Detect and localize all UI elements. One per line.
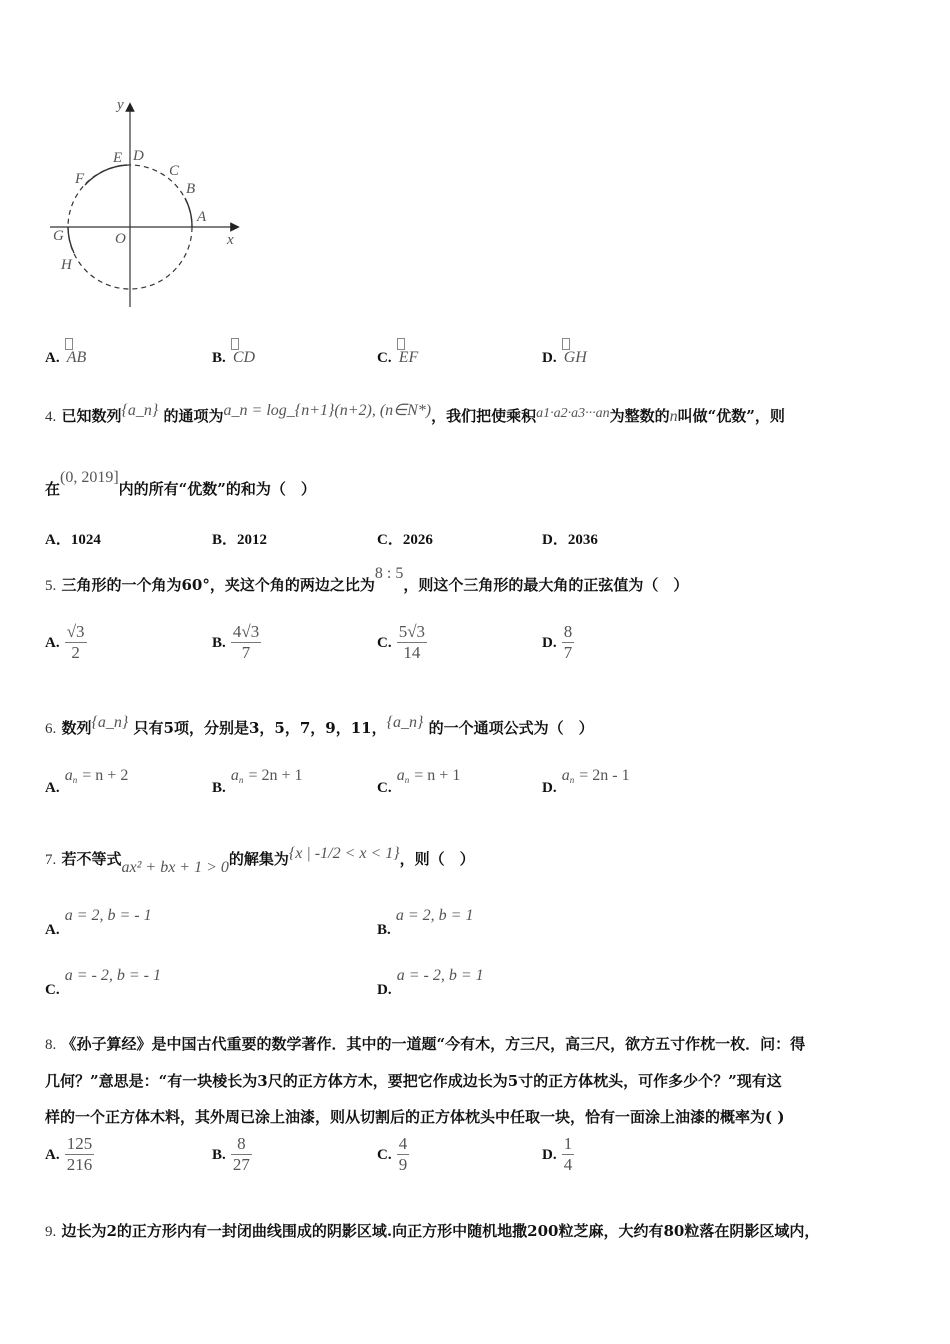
- axis-label-x: x: [227, 232, 234, 248]
- origin-label: O: [115, 231, 126, 247]
- question-8: [45, 1026, 805, 1135]
- fraction: $\frac{5√3}{14}$: [398, 622, 426, 662]
- q5-option-a[interactable]: A. $\frac{√3}{2}$: [45, 622, 85, 662]
- q4-option-c[interactable]: C．2026: [377, 532, 433, 548]
- fraction: $\frac{125}{216}$: [66, 1134, 93, 1174]
- arc-icon: [397, 338, 405, 350]
- fraction: $\frac{√3}{2}$: [66, 622, 85, 662]
- ratio: 8 : 5: [374, 565, 404, 582]
- q6-option-d[interactable]: D. $a_n = 2n - 1$: [542, 767, 630, 796]
- point-A: A: [197, 209, 207, 225]
- q7-option-d[interactable]: D. a = - 2, b = 1: [377, 967, 484, 998]
- product-formula: a1·a2·a3···an: [536, 406, 610, 421]
- question-5: 5. 三角形的一个角为60°，夹这个角的两边之比为8 : 5，则这个三角形的最大角的正弦值为（ ）: [45, 565, 689, 594]
- fraction: $\frac{4}{9}$: [398, 1134, 408, 1174]
- point-B: B: [186, 181, 196, 197]
- q8-option-d[interactable]: D. $\frac{1}{4}$: [542, 1134, 573, 1174]
- arc-icon: [65, 338, 73, 350]
- q4-option-d[interactable]: D．2036: [542, 532, 598, 548]
- q3-option-c[interactable]: C. EF: [377, 347, 418, 367]
- point-E: E: [113, 150, 123, 166]
- fraction: $\frac{8}{7}$: [563, 622, 573, 662]
- unit-circle-figure: [45, 95, 255, 310]
- axis-label-y: y: [117, 97, 124, 113]
- circle-diagram: [45, 95, 255, 310]
- point-H: H: [61, 257, 72, 273]
- q5-option-d[interactable]: D. $\frac{8}{7}$: [542, 622, 573, 662]
- point-G: G: [53, 228, 64, 244]
- question-4: 4. 已知数列{a_n} 的通项为a_n = log_{n+1}(n+2), (n∈N*)，我们把使乘积a1·a2·a3···an为整数的n叫做“优数”，则: [45, 402, 785, 425]
- point-F: F: [75, 171, 85, 187]
- arc-icon: [562, 338, 570, 350]
- q8-option-c[interactable]: C. $\frac{4}{9}$: [377, 1134, 408, 1174]
- q8-option-b[interactable]: B. $\frac{8}{27}$: [212, 1134, 250, 1174]
- fraction: $\frac{1}{4}$: [563, 1134, 573, 1174]
- inequality: ax² + bx + 1 > 0: [121, 859, 229, 876]
- q7-options: [45, 905, 745, 998]
- q5-option-b[interactable]: B. $\frac{4√3}{7}$: [212, 622, 260, 662]
- interval: (0, 2019]: [60, 469, 119, 486]
- seq-notation: {a_n}: [91, 714, 129, 731]
- q4-option-a[interactable]: A．1024: [45, 532, 101, 548]
- q5-options: [45, 622, 745, 672]
- q7-option-c[interactable]: C. a = - 2, b = - 1: [45, 967, 161, 998]
- point-C: C: [169, 163, 180, 179]
- q7-option-b[interactable]: B. a = 2, b = 1: [377, 907, 474, 938]
- arc-icon: [231, 338, 239, 350]
- q7-option-a[interactable]: A. a = 2, b = - 1: [45, 907, 152, 938]
- q3-option-b[interactable]: B. CD: [212, 347, 255, 367]
- question-8-line2: 几何？”意思是：“有一块棱长为3尺的正方体方木，要把它作成边长为5寸的正方体枕头，可作多少个？”现有这: [45, 1072, 782, 1090]
- q3-options: [45, 337, 745, 372]
- point-D: D: [133, 148, 144, 164]
- q6-option-b[interactable]: B. $a_n = 2n + 1$: [212, 767, 303, 796]
- question-6: 6. 数列{a_n} 只有5项，分别是3，5，7，9，11，{a_n} 的一个通项公式为（ ）: [45, 714, 594, 737]
- solution-set: {x | -1/2 < x < 1}: [288, 845, 400, 862]
- q8-options: [45, 1134, 745, 1184]
- general-term-formula: a_n = log_{n+1}(n+2), (n∈N*): [223, 402, 432, 419]
- q6-options: [45, 765, 745, 795]
- fraction: $\frac{4√3}{7}$: [232, 622, 260, 662]
- question-4-line2: 在(0, 2019]内的所有“优数”的和为（ ）: [45, 469, 316, 498]
- seq-notation: {a_n}: [121, 402, 159, 419]
- question-7: 7. 若不等式ax² + bx + 1 > 0的解集为{x | -1/2 < x < 1}，则（ ）: [45, 845, 475, 876]
- q3-option-d[interactable]: D. GH: [542, 347, 587, 367]
- question-9: 9. 边长为2的正方形内有一封闭曲线围成的阴影区域.向正方形中随机地撒200粒芝麻，大约有80粒落在阴影区域内，: [45, 1222, 820, 1240]
- question-8-line1: 8. 《孙子算经》是中国古代重要的数学著作．其中的一道题“今有木，方三尺，高三尺，欲方五寸作枕一枚．问：得: [45, 1035, 806, 1053]
- q5-option-c[interactable]: C. $\frac{5√3}{14}$: [377, 622, 426, 662]
- question-8-line3: 样的一个正方体木料，其外周已涂上油漆，则从切割后的正方体枕头中任取一块，恰有一面涂上油漆的概率为( ): [45, 1108, 785, 1126]
- q4-option-b[interactable]: B．2012: [212, 532, 268, 548]
- q6-option-c[interactable]: C. $a_n = n + 1$: [377, 767, 461, 796]
- q4-options: [45, 528, 745, 550]
- q6-option-a[interactable]: A. $a_n = n + 2$: [45, 767, 129, 796]
- fraction: $\frac{8}{27}$: [232, 1134, 250, 1174]
- q3-option-a[interactable]: A. AB: [45, 347, 86, 367]
- q8-option-a[interactable]: A. $\frac{125}{216}$: [45, 1134, 93, 1174]
- seq-notation: {a_n}: [386, 714, 424, 731]
